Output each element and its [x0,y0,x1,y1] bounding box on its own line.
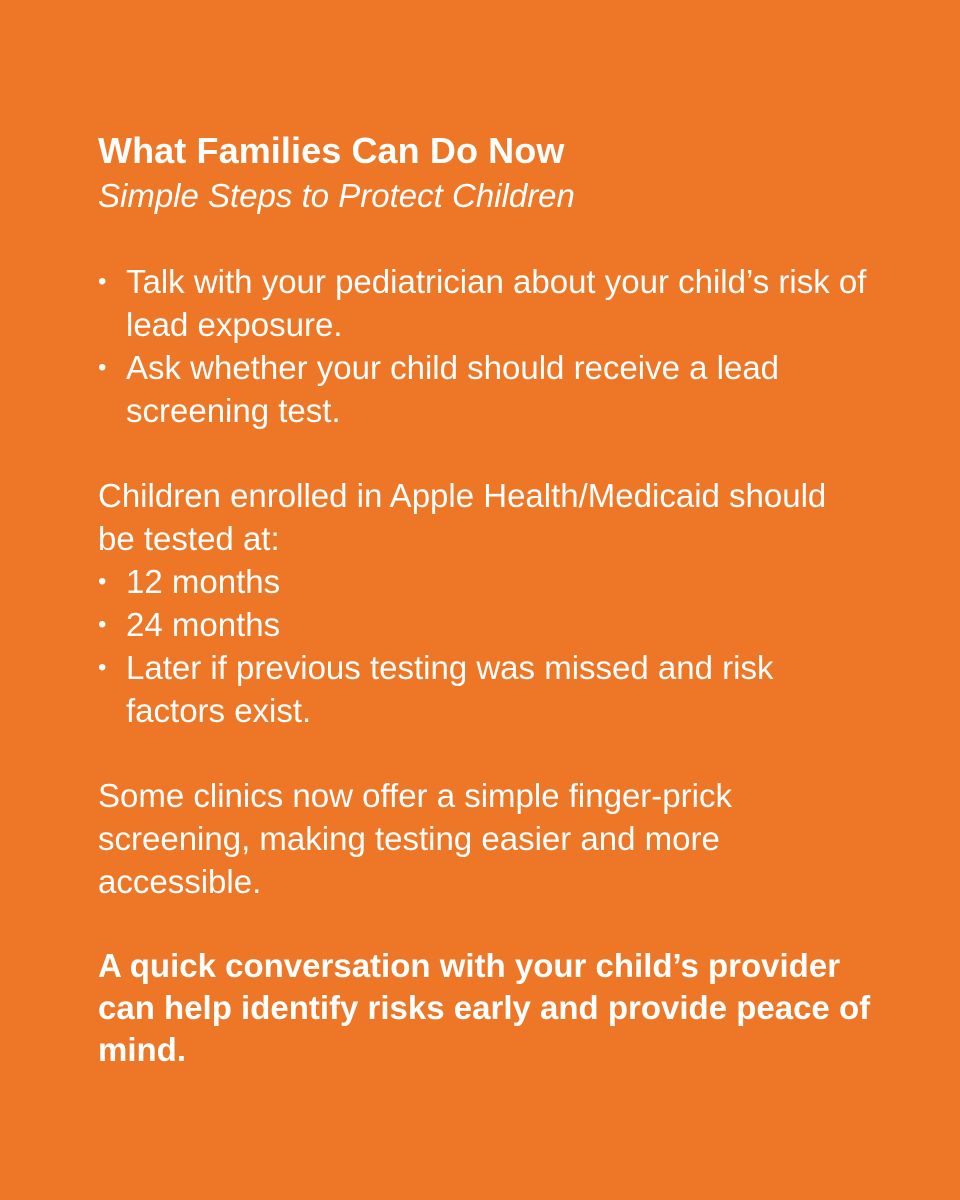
bullet-icon: • [98,654,107,681]
page-subtitle: Simple Steps to Protect Children [98,177,575,214]
section-spacer [98,218,872,260]
bullet-icon: • [98,568,107,595]
bullet-icon: • [98,354,107,381]
bullet-icon: • [98,611,107,638]
list-item [98,560,872,603]
list-item-text: Talk with your pediatrician about your child’s risk of lead exposure. [126,263,867,343]
closing-message: A quick conversation with your child’s provider can help identify risks early and provide peace of mind. [98,947,871,1068]
section-spacer [98,732,872,774]
clinic-info: Some clinics now offer a simple finger-prick screening, making testing easier and more accessible. [98,777,732,900]
section-spacer [98,432,872,474]
testing-schedule-list [98,560,872,732]
list-item [98,346,872,432]
list-item-text: 12 months [126,563,281,600]
list-item [98,603,872,646]
steps-list [98,260,872,432]
list-item-text: Later if previous testing was missed and risk factors exist. [126,649,774,729]
bullet-icon: • [98,268,107,295]
list-item-text: 24 months [126,606,281,643]
list-item-text: Ask whether your child should receive a lead screening test. [126,349,780,429]
page-title: What Families Can Do Now [98,130,565,171]
section-spacer [98,903,872,945]
testing-intro: Children enrolled in Apple Health/Medicaid should be tested at: [98,477,827,557]
list-item [98,646,872,732]
list-item [98,260,872,346]
